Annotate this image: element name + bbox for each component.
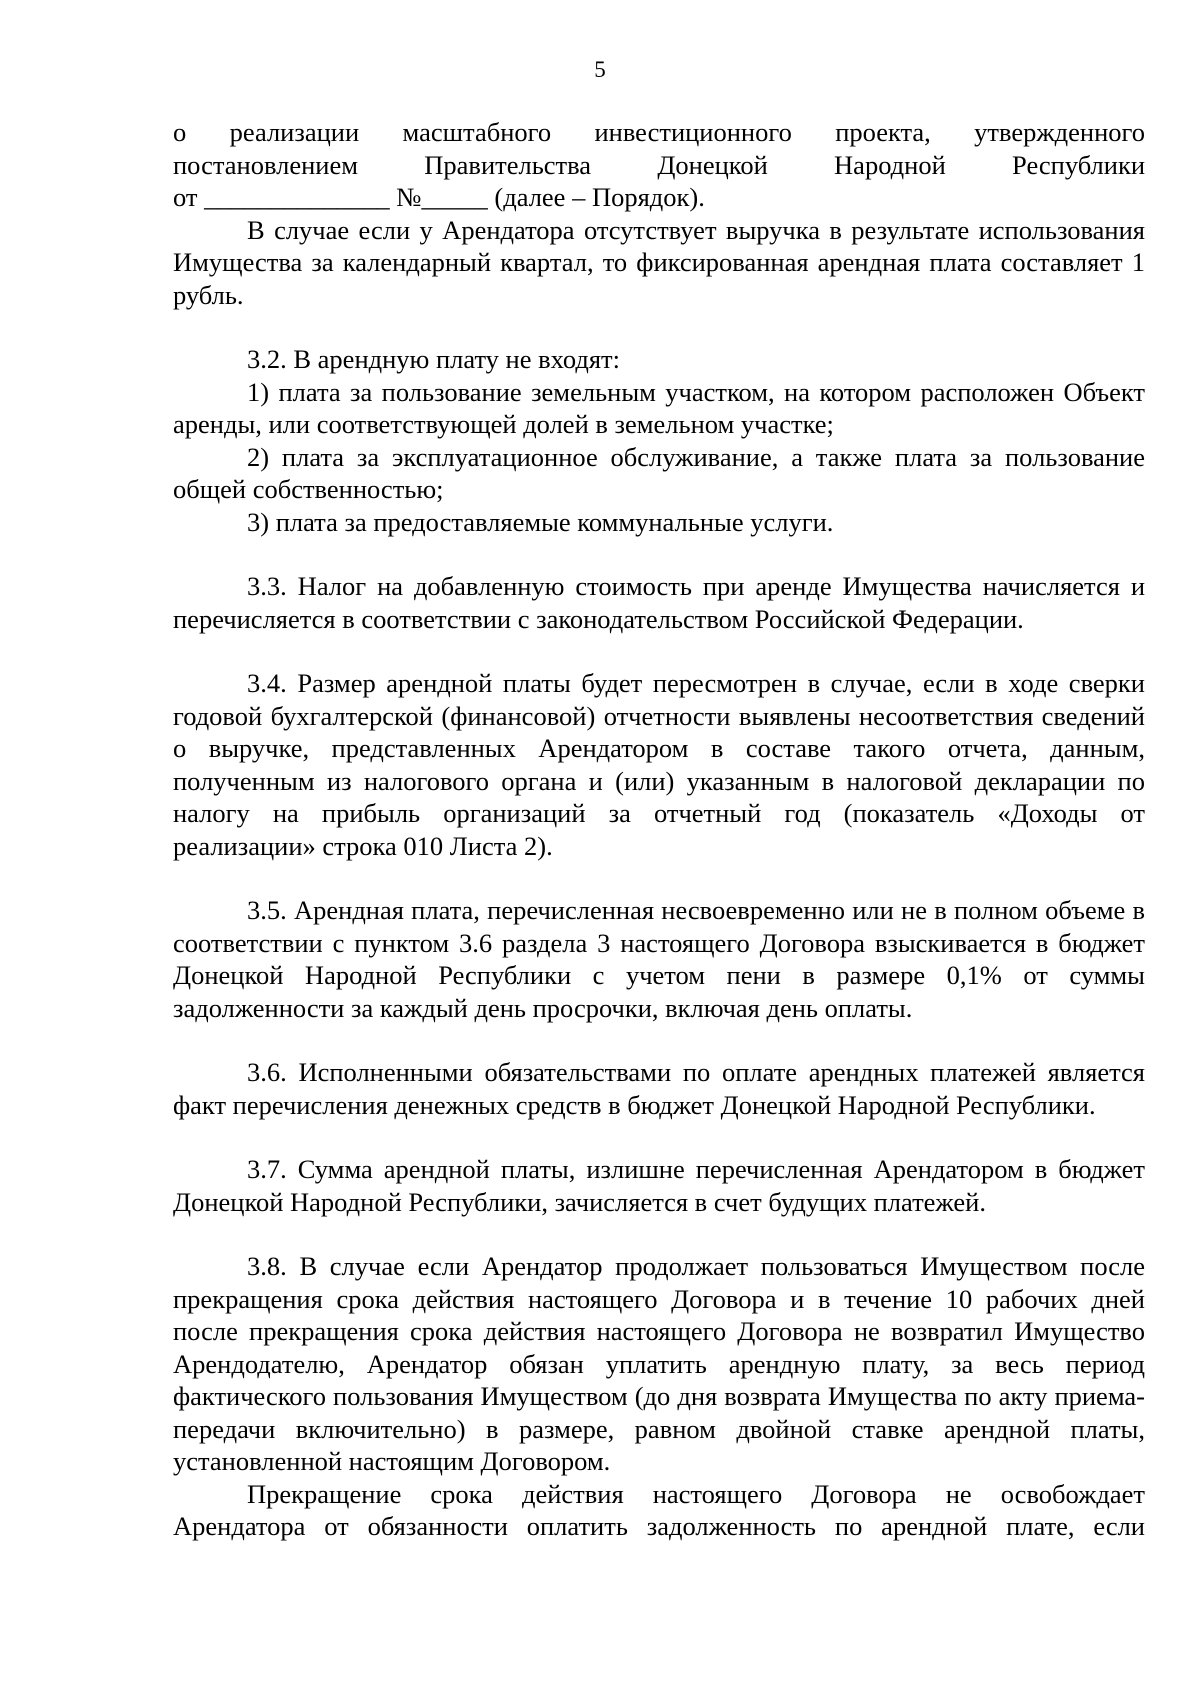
list-item: 1) плата за пользование земельным участком, на котором расположен Объект аренды, или соответствующей долей в земельном участке; xyxy=(173,376,1145,439)
clause: 3.6. Исполненными обязательствами по оплате арендных платежей является факт перечисления денежных средств в бюджет Донецкой Народной Республики. xyxy=(173,1057,1145,1120)
list-item: 2) плата за эксплуатационное обслуживание, а также плата за пользование общей собственностью; xyxy=(173,441,1145,504)
paragraph-line: о реализации масштабного инвестиционного проекта, утвержденного xyxy=(173,117,1145,147)
clause: 3.3. Налог на добавленную стоимость при аренде Имущества начисляется и перечисляется в соответствии с законодательством Российской Федерации. xyxy=(173,571,1145,634)
clause-heading: 3.2. В арендную плату не входят: xyxy=(247,344,620,374)
clause: 3.7. Сумма арендной платы, излишне перечисленная Арендатором в бюджет Донецкой Народной Республики, зачисляется в счет будущих платежей. xyxy=(173,1154,1145,1217)
paragraph-line: от ______________ №_____ (далее – Порядок). xyxy=(173,182,705,212)
clause: 3.8. В случае если Арендатор продолжает пользоваться Имуществом после прекращения срока действия настоящего Договора и в течение 10 рабочих дней после прекращения срока действия настоящего Договора не возвратил Имущество Арендодателю, Арендатор обязан уплатить арендную плату, за весь период фактического пользования Имуществом (до дня возврата Имущества по акту приема-передачи включительно) в размере, равном двойной ставке арендной платы, установленной настоящим Договором. xyxy=(173,1251,1145,1476)
list-item: 3) плата за предоставляемые коммунальные услуги. xyxy=(247,506,834,537)
page-number: 5 xyxy=(594,57,606,82)
clause: 3.4. Размер арендной платы будет пересмотрен в случае, если в ходе сверки годовой бухгалтерской (финансовой) отчетности выявлены несоответствия сведений о выручке, представленных Арендатором в составе такого отчета, данным, полученным из налогового органа и (или) указанным в налоговой декларации по налогу на прибыль организаций за отчетный год (показатель «Доходы от реализации» строка 010 Листа 2). xyxy=(173,668,1145,861)
paragraph: В случае если у Арендатора отсутствует выручка в результате использования Имущества за календарный квартал, то фиксированная арендная плата составляет 1 рубль. xyxy=(173,214,1145,310)
paragraph: Прекращение срока действия настоящего Договора не освобождает Арендатора от обязанности оплатить задолженность по арендной плате, если xyxy=(173,1478,1145,1541)
paragraph-line: постановлением Правительства Донецкой Народной Республики xyxy=(173,149,1145,180)
clause: 3.5. Арендная плата, перечисленная несвоевременно или не в полном объеме в соответствии с пунктом 3.6 раздела 3 настоящего Договора взыскивается в бюджет Донецкой Народной Республики с учетом пени в размере 0,1% от суммы задолженности за каждый день просрочки, включая день оплаты. xyxy=(173,895,1145,1023)
document-body xyxy=(173,116,1145,1543)
